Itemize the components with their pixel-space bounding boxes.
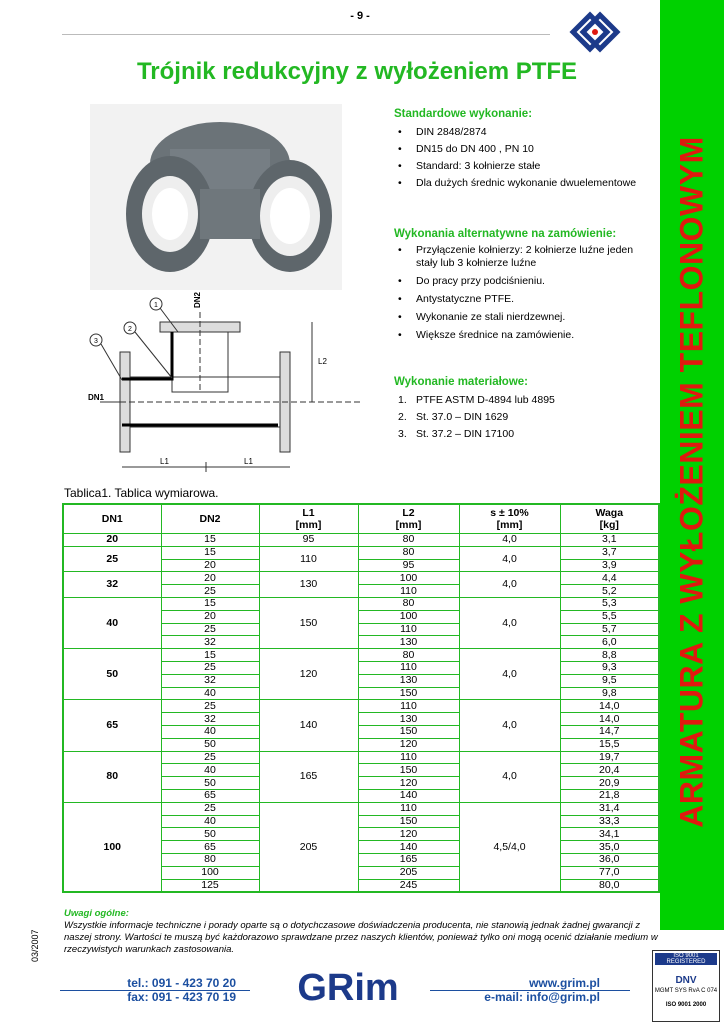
table-body xyxy=(63,534,659,893)
cell-l2: 110 xyxy=(358,661,459,674)
cell-l1: 120 xyxy=(259,649,358,700)
dimension-table xyxy=(62,503,660,893)
cell-weight: 33,3 xyxy=(560,815,659,828)
cell-dn2: 25 xyxy=(161,751,259,764)
cell-dn1: 100 xyxy=(63,802,161,892)
cell-dn2: 25 xyxy=(161,700,259,713)
cell-dn2: 32 xyxy=(161,636,259,649)
cell-l2: 130 xyxy=(358,674,459,687)
cell-l2: 100 xyxy=(358,572,459,585)
cell-l1: 130 xyxy=(259,572,358,598)
sidebar-band xyxy=(660,0,724,930)
footer-contact-phone xyxy=(86,976,236,1004)
table-caption: Tablica1. Tablica wymiarowa. xyxy=(64,486,219,500)
cell-weight: 35,0 xyxy=(560,841,659,854)
cell-weight: 20,9 xyxy=(560,777,659,790)
list-item: • Wykonanie ze stali nierdzewnej. xyxy=(398,311,566,323)
cell-dn2: 25 xyxy=(161,661,259,674)
header-divider xyxy=(62,34,550,35)
cell-dn2: 25 xyxy=(161,585,259,598)
cell-l2: 110 xyxy=(358,700,459,713)
cell-dn2: 40 xyxy=(161,687,259,700)
cell-s: 4,0 xyxy=(459,572,560,598)
cell-l2: 120 xyxy=(358,828,459,841)
cell-l1: 110 xyxy=(259,546,358,572)
list-item: • DIN 2848/2874 xyxy=(398,126,487,138)
alternative-list xyxy=(394,244,656,342)
list-item: • Do pracy przy podciśnieniu. xyxy=(398,275,545,287)
cell-dn2: 65 xyxy=(161,841,259,854)
cell-weight: 19,7 xyxy=(560,751,659,764)
table-row xyxy=(63,546,659,559)
material-heading: Wykonanie materiałowe: xyxy=(394,376,528,388)
cell-weight: 3,1 xyxy=(560,534,659,547)
page-number: - 9 - xyxy=(350,10,370,22)
header-l2: L2 [mm] xyxy=(358,504,459,534)
footer-email[interactable]: e-mail: info@grim.pl xyxy=(484,990,600,1004)
cell-l2: 110 xyxy=(358,751,459,764)
footer-tel: tel.: 091 - 423 70 20 xyxy=(127,976,236,990)
list-item: 2. St. 37.0 – DIN 1629 xyxy=(398,411,509,423)
cell-l2: 100 xyxy=(358,610,459,623)
cell-dn2: 40 xyxy=(161,725,259,738)
notes-heading: Uwagi ogólne: xyxy=(64,908,129,919)
cell-l2: 110 xyxy=(358,623,459,636)
cell-l1: 150 xyxy=(259,597,358,648)
cell-dn2: 20 xyxy=(161,572,259,585)
cell-dn2: 15 xyxy=(161,546,259,559)
standard-list xyxy=(394,124,656,192)
table-header-row xyxy=(63,504,659,534)
l2-label: L2 xyxy=(318,357,327,366)
cell-dn2: 15 xyxy=(161,649,259,662)
dn1-label: DN1 xyxy=(88,393,105,402)
cell-l2: 165 xyxy=(358,853,459,866)
footer-www[interactable]: www.grim.pl xyxy=(529,976,600,990)
cell-dn2: 40 xyxy=(161,764,259,777)
cell-dn1: 65 xyxy=(63,700,161,751)
cell-weight: 5,2 xyxy=(560,585,659,598)
list-item: • DN15 do DN 400 , PN 10 xyxy=(398,143,534,155)
cell-l2: 150 xyxy=(358,687,459,700)
cell-s: 4,5/4,0 xyxy=(459,802,560,892)
cell-dn1: 20 xyxy=(63,534,161,547)
list-item: • Przyłączenie kołnierzy: 2 kołnierze luźne jeden stały lub 3 kołnierze luźne xyxy=(398,244,634,269)
brand-logo: GRim xyxy=(297,967,399,1009)
cell-l2: 140 xyxy=(358,789,459,802)
cell-s: 4,0 xyxy=(459,649,560,700)
cell-weight: 77,0 xyxy=(560,866,659,879)
cell-dn1: 80 xyxy=(63,751,161,802)
cell-weight: 5,5 xyxy=(560,610,659,623)
cell-weight: 9,3 xyxy=(560,661,659,674)
header-l1: L1 [mm] xyxy=(259,504,358,534)
cell-dn2: 125 xyxy=(161,879,259,892)
table-row xyxy=(63,751,659,764)
cell-l2: 245 xyxy=(358,879,459,892)
cell-dn2: 20 xyxy=(161,559,259,572)
cell-l2: 150 xyxy=(358,725,459,738)
cell-l2: 150 xyxy=(358,815,459,828)
cell-s: 4,0 xyxy=(459,597,560,648)
list-item: • Większe średnice na zamówienie. xyxy=(398,329,575,341)
list-item: 3. St. 37.2 – DIN 17100 xyxy=(398,428,515,440)
cell-s: 4,0 xyxy=(459,700,560,751)
cell-dn1: 50 xyxy=(63,649,161,700)
cell-weight: 14,0 xyxy=(560,713,659,726)
material-section xyxy=(394,376,656,443)
cell-l2: 130 xyxy=(358,713,459,726)
list-item: • Antystatyczne PTFE. xyxy=(398,293,515,305)
header-dn2: DN2 xyxy=(161,504,259,534)
cell-weight: 20,4 xyxy=(560,764,659,777)
standard-section xyxy=(394,108,656,192)
list-item: • Dla dużych średnic wykonanie dwuelementowe xyxy=(398,177,637,189)
product-photo xyxy=(90,104,342,290)
cell-weight: 31,4 xyxy=(560,802,659,815)
cell-weight: 5,3 xyxy=(560,597,659,610)
cell-dn2: 25 xyxy=(161,623,259,636)
cell-dn2: 80 xyxy=(161,853,259,866)
cell-weight: 3,7 xyxy=(560,546,659,559)
l1-label-right: L1 xyxy=(244,457,253,466)
cell-dn2: 25 xyxy=(161,802,259,815)
cell-weight: 21,8 xyxy=(560,789,659,802)
standard-heading: Standardowe wykonanie: xyxy=(394,108,533,120)
alternative-section xyxy=(394,228,656,347)
table-row xyxy=(63,597,659,610)
header-s: s ± 10% [mm] xyxy=(459,504,560,534)
cell-dn2: 32 xyxy=(161,713,259,726)
cell-l2: 120 xyxy=(358,777,459,790)
cell-dn2: 100 xyxy=(161,866,259,879)
cell-s: 4,0 xyxy=(459,534,560,547)
callout-3: 3 xyxy=(94,338,98,345)
cell-l2: 110 xyxy=(358,585,459,598)
cell-dn2: 50 xyxy=(161,777,259,790)
cell-l2: 80 xyxy=(358,534,459,547)
cell-dn1: 32 xyxy=(63,572,161,598)
l1-label-left: L1 xyxy=(160,457,169,466)
cell-weight: 6,0 xyxy=(560,636,659,649)
cell-weight: 8,8 xyxy=(560,649,659,662)
cell-dn2: 15 xyxy=(161,597,259,610)
iso-certification-badge: ISO 9001 REGISTERED DNV MGMT SYS RvA C 074 ISO 9001 2000 xyxy=(652,950,720,1022)
cell-weight: 4,4 xyxy=(560,572,659,585)
table-row xyxy=(63,649,659,662)
cell-dn1: 40 xyxy=(63,597,161,648)
alternative-heading: Wykonania alternatywne na zamówienie: xyxy=(394,228,617,240)
table-row xyxy=(63,700,659,713)
footer-contact-web xyxy=(432,976,600,1004)
cell-dn2: 32 xyxy=(161,674,259,687)
cell-l2: 120 xyxy=(358,738,459,751)
cell-weight: 34,1 xyxy=(560,828,659,841)
cell-weight: 5,7 xyxy=(560,623,659,636)
technical-drawing xyxy=(60,292,370,478)
cell-dn2: 40 xyxy=(161,815,259,828)
dn2-label: DN2 xyxy=(193,292,202,308)
cell-weight: 9,8 xyxy=(560,687,659,700)
footer-fax: fax: 091 - 423 70 19 xyxy=(127,990,236,1004)
cell-l2: 80 xyxy=(358,597,459,610)
table-row xyxy=(63,534,659,547)
cell-weight: 14,0 xyxy=(560,700,659,713)
cell-l2: 130 xyxy=(358,636,459,649)
header-weight: Waga [kg] xyxy=(560,504,659,534)
issue-date: 03/2007 xyxy=(30,929,40,962)
cell-weight: 14,7 xyxy=(560,725,659,738)
cell-l2: 110 xyxy=(358,802,459,815)
header-dn1: DN1 xyxy=(63,504,161,534)
cell-l2: 95 xyxy=(358,559,459,572)
cell-l2: 205 xyxy=(358,866,459,879)
cell-l2: 140 xyxy=(358,841,459,854)
cell-weight: 80,0 xyxy=(560,879,659,892)
cell-dn2: 50 xyxy=(161,828,259,841)
cell-dn1: 25 xyxy=(63,546,161,572)
cell-l2: 80 xyxy=(358,546,459,559)
cell-l2: 150 xyxy=(358,764,459,777)
list-item: • Standard: 3 kołnierze stałe xyxy=(398,160,541,172)
callout-1: 1 xyxy=(154,302,158,309)
cell-dn2: 15 xyxy=(161,534,259,547)
cell-l1: 205 xyxy=(259,802,358,892)
notes-text: Wszystkie informacje techniczne i porady oparte są o dotychczasowe doświadczenia producenta, nie stanowią jednak żadnej gwarancji z naszej strony. Wartości te muszą być każdorazowo sprawdzane przez naszych klientów, ponieważ tylko oni mogą ocenić działanie medium w rzeczywistych warunkach zastosowania. xyxy=(64,920,658,955)
cell-l2: 80 xyxy=(358,649,459,662)
cell-weight: 9,5 xyxy=(560,674,659,687)
cell-s: 4,0 xyxy=(459,546,560,572)
page-title: Trójnik redukcyjny z wyłożeniem PTFE xyxy=(136,58,578,85)
cell-dn2: 65 xyxy=(161,789,259,802)
cell-dn2: 20 xyxy=(161,610,259,623)
cell-dn2: 50 xyxy=(161,738,259,751)
cell-l1: 140 xyxy=(259,700,358,751)
callout-2: 2 xyxy=(128,326,132,333)
cell-l1: 95 xyxy=(259,534,358,547)
table-row xyxy=(63,802,659,815)
cell-l1: 165 xyxy=(259,751,358,802)
material-list xyxy=(394,392,656,443)
cell-weight: 3,9 xyxy=(560,559,659,572)
table-row xyxy=(63,572,659,585)
sidebar-title: ARMATURA Z WYŁOŻENIEM TEFLONOWYM xyxy=(673,136,710,828)
cell-weight: 36,0 xyxy=(560,853,659,866)
list-item: 1. PTFE ASTM D-4894 lub 4895 xyxy=(398,394,555,406)
cell-s: 4,0 xyxy=(459,751,560,802)
cell-weight: 15,5 xyxy=(560,738,659,751)
